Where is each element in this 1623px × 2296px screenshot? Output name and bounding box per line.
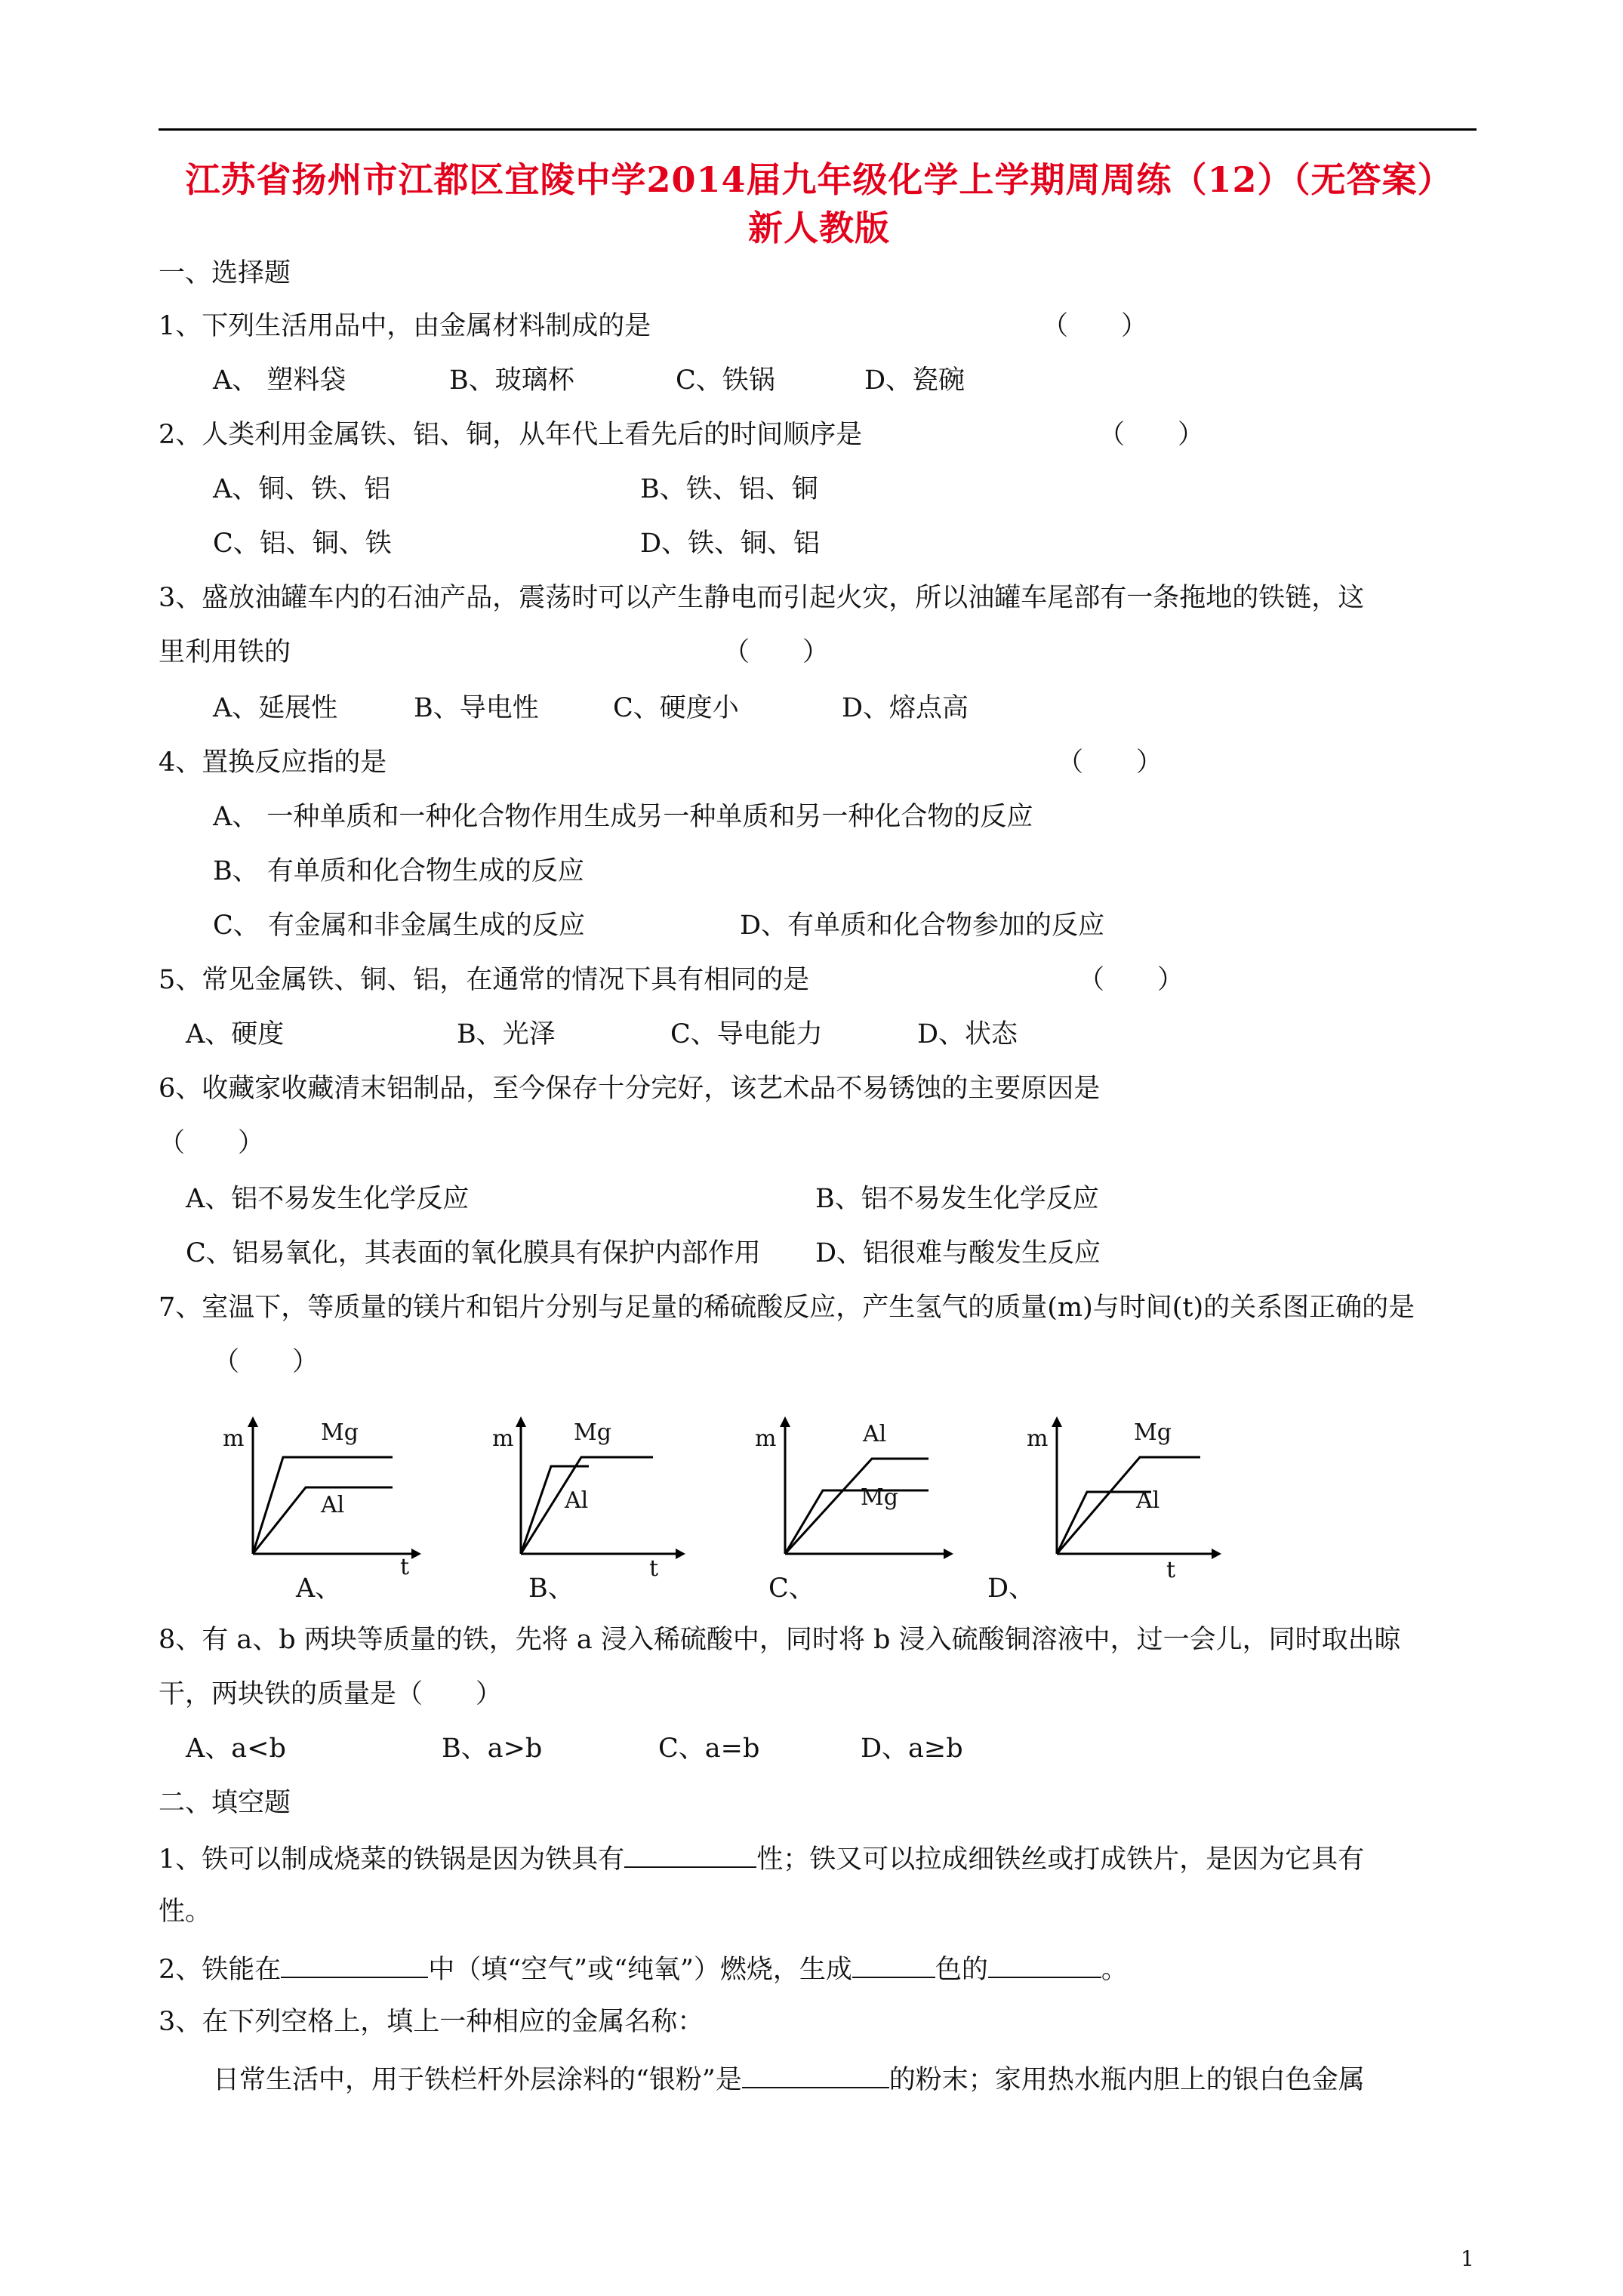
y-axis-label: m: [223, 1425, 245, 1452]
fill-2-text-c: 色的: [935, 1955, 988, 1985]
fill-1-text-b: 性；铁又可以拉成细铁丝或打成铁片，是因为它具有: [756, 1845, 1365, 1875]
upper-series-label: Mg: [1134, 1419, 1172, 1446]
question-5-option-b: B、光泽: [457, 1019, 556, 1049]
fill-1-text-a: 1、铁可以制成烧菜的铁锅是因为铁具有: [159, 1845, 625, 1875]
fill-3-stem: 3、在下列空格上，填上一种相应的金属名称：: [159, 2007, 704, 2037]
fill-3-text-b: 的粉末；家用热水瓶内胆上的银白色金属: [888, 2065, 1365, 2095]
answer-bracket: （ ）: [723, 637, 830, 667]
lower-series-label: Al: [321, 1492, 345, 1518]
fill-1-blank[interactable]: [624, 1841, 756, 1868]
question-2-option-c: C、铝、铜、铁: [213, 529, 392, 559]
question-8-stem-line1: 8、有 a、b 两块等质量的铁，先将 a 浸入稀硫酸中，同时将 b 浸入硫酸铜溶液中，过一会儿，同时取出晾: [159, 1625, 1401, 1655]
x-axis-label: t: [649, 1555, 659, 1582]
question-2-option-b: B、铁、铝、铜: [640, 474, 818, 504]
x-axis-label: t: [1166, 1557, 1176, 1583]
fill-2-blank-3[interactable]: [988, 1951, 1101, 1978]
question-4-option-a: A、 一种单质和一种化合物作用生成另一种单质和另一种化合物的反应: [213, 802, 1033, 832]
question-1-stem: 1、下列生活用品中，由金属材料制成的是: [159, 311, 651, 341]
fill-2-text-d: 。: [1101, 1955, 1128, 1985]
y-axis-label: m: [492, 1425, 514, 1452]
question-1-option-d: D、瓷碗: [864, 365, 965, 396]
section-heading-fill: 二、填空题: [159, 1788, 291, 1818]
document-subtitle: 新人教版: [748, 208, 890, 248]
y-axis-label: m: [1027, 1425, 1049, 1452]
question-5-option-d: D、状态: [917, 1019, 1018, 1049]
question-4-option-d: D、有单质和化合物参加的反应: [740, 911, 1105, 941]
question-3-option-c: C、硬度小: [613, 693, 739, 723]
question-1-option-b: B、玻璃杯: [449, 365, 574, 396]
fill-1-line2: 性。: [159, 1897, 212, 1927]
question-1-option-c: C、铁锅: [676, 365, 775, 396]
question-8-stem-line2: 干，两块铁的质量是（ ）: [159, 1679, 503, 1709]
section-heading-choice: 一、选择题: [159, 258, 291, 288]
answer-bracket: （ ）: [1042, 311, 1148, 341]
fill-1-line1: [159, 1841, 1364, 1876]
lower-series-label: Al: [565, 1487, 589, 1514]
upper-series-label: Al: [863, 1421, 887, 1447]
question-6-option-d: D、铝很难与酸发生反应: [815, 1238, 1101, 1268]
answer-bracket: （ ）: [1057, 747, 1163, 778]
question-8-option-b: B、a>b: [442, 1734, 543, 1764]
question-2-option-d: D、铁、铜、铝: [640, 529, 821, 559]
question-3-option-b: B、导电性: [414, 693, 539, 723]
lower-series-label: Mg: [861, 1484, 898, 1511]
x-axis-arrow: [676, 1549, 685, 1559]
fill-2-text-a: 2、铁能在: [159, 1955, 282, 1985]
lower-series-label: Al: [1136, 1487, 1160, 1514]
fill-2-line: [159, 1951, 1128, 1986]
question-4-option-b: B、 有单质和化合物生成的反应: [213, 856, 584, 886]
fill-3-line: [213, 2061, 1365, 2097]
question-8-option-a: A、a<b: [186, 1734, 286, 1764]
fill-3-text-a: 日常生活中，用于铁栏杆外层涂料的“银粉”是: [213, 2065, 742, 2095]
x-axis-arrow: [944, 1549, 953, 1559]
graph-a-option-label: A、: [296, 1573, 342, 1604]
answer-bracket: （ ）: [213, 1347, 319, 1377]
answer-bracket: （ ）: [1098, 420, 1205, 450]
graph-b-option-label: B、: [528, 1573, 574, 1604]
question-3-option-a: A、延展性: [213, 693, 338, 723]
graph-option-b: [483, 1403, 687, 1584]
question-4-stem: 4、置换反应指的是: [159, 747, 387, 778]
upper-series-label: Mg: [574, 1419, 611, 1446]
question-6-stem: 6、收藏家收藏清末铝制品，至今保存十分完好，该艺术品不易锈蚀的主要原因是: [159, 1074, 1101, 1104]
question-3-stem-line2: 里利用铁的: [159, 637, 291, 667]
question-6-option-c: C、铝易氧化，其表面的氧化膜具有保护内部作用: [186, 1238, 761, 1268]
y-axis-label: m: [755, 1425, 777, 1452]
y-axis-arrow: [248, 1416, 258, 1427]
answer-bracket: （ ）: [159, 1128, 265, 1158]
question-7-stem: 7、室温下，等质量的镁片和铝片分别与足量的稀硫酸反应，产生氢气的质量(m)与时间(t)的关系图正确的是: [159, 1293, 1415, 1323]
graph-option-d: [1019, 1403, 1223, 1584]
page-number: 1: [1461, 2246, 1474, 2271]
fill-2-blank-1[interactable]: [281, 1951, 428, 1978]
question-5-stem: 5、常见金属铁、铜、铝，在通常的情况下具有相同的是: [159, 965, 810, 995]
header-rule: [159, 128, 1477, 131]
upper-series-label: Mg: [321, 1419, 359, 1446]
question-5-option-c: C、导电能力: [670, 1019, 823, 1049]
fill-2-blank-2[interactable]: [852, 1951, 935, 1978]
y-axis-arrow: [1052, 1416, 1062, 1427]
x-axis-label: t: [400, 1554, 410, 1580]
question-5-option-a: A、硬度: [186, 1019, 285, 1049]
question-1-option-a: A、 塑料袋: [213, 365, 346, 396]
question-8-option-c: C、a=b: [658, 1734, 760, 1764]
graph-c-option-label: C、: [768, 1573, 815, 1604]
question-3-option-d: D、熔点高: [842, 693, 969, 723]
graph-option-c: [751, 1403, 955, 1584]
question-8-option-d: D、a≥b: [861, 1734, 963, 1764]
question-6-option-b: B、铝不易发生化学反应: [815, 1184, 1099, 1214]
question-6-option-a: A、铝不易发生化学反应: [186, 1184, 470, 1214]
graph-d-option-label: D、: [987, 1573, 1036, 1604]
lower-curve: [785, 1490, 929, 1554]
upper-curve: [785, 1459, 929, 1554]
graph-c-plot: [751, 1403, 955, 1584]
upper-curve: [1057, 1457, 1200, 1554]
x-axis-arrow: [411, 1549, 421, 1559]
question-4-option-c: C、 有金属和非金属生成的反应: [213, 911, 585, 941]
document-title: 江苏省扬州市江都区宜陵中学2014届九年级化学上学期周周练（12）（无答案）: [185, 159, 1453, 200]
y-axis-arrow: [516, 1416, 526, 1427]
fill-2-text-b: 中（填“空气”或“纯氧”）燃烧，生成: [428, 1955, 852, 1985]
question-2-option-a: A、铜、铁、铝: [213, 474, 391, 504]
graph-d-plot: [1019, 1403, 1223, 1584]
y-axis-arrow: [780, 1416, 790, 1427]
graph-option-a: [219, 1403, 423, 1584]
question-2-stem: 2、人类利用金属铁、铝、铜，从年代上看先后的时间顺序是: [159, 420, 863, 450]
question-3-stem-line1: 3、盛放油罐车内的石油产品，震荡时可以产生静电而引起火灾，所以油罐车尾部有一条拖地的铁链，这: [159, 583, 1365, 613]
x-axis-arrow: [1212, 1549, 1221, 1559]
fill-3-blank[interactable]: [742, 2061, 889, 2088]
answer-bracket: （ ）: [1078, 965, 1184, 995]
